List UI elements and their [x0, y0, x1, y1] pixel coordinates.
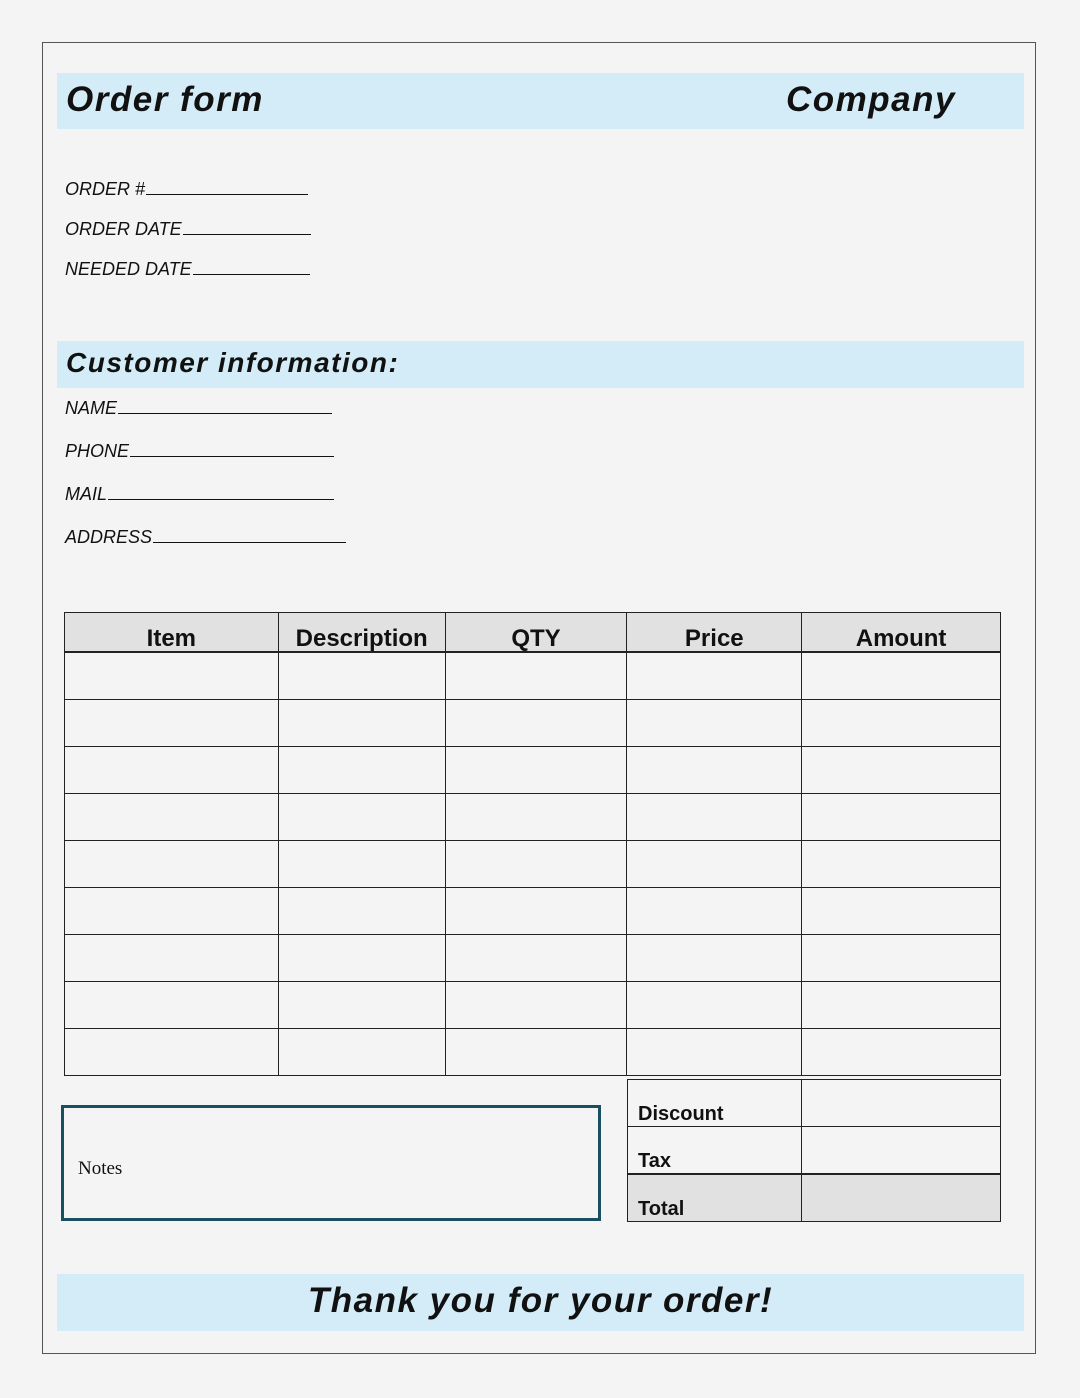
- discount-value-cell[interactable]: [802, 1080, 1001, 1127]
- form-title: Order form: [66, 80, 264, 119]
- mail-field[interactable]: [65, 484, 334, 505]
- cell-amount[interactable]: [802, 888, 1001, 935]
- discount-label: Discount: [628, 1080, 802, 1127]
- order-number-field[interactable]: [65, 179, 308, 200]
- cell-item[interactable]: [65, 1029, 279, 1076]
- cell-amount[interactable]: [802, 794, 1001, 841]
- table-row: [65, 982, 1001, 1029]
- cell-amount[interactable]: [802, 747, 1001, 794]
- cell-item[interactable]: [65, 982, 279, 1029]
- column-header-qty: QTY: [445, 613, 627, 653]
- address-line: [153, 541, 346, 543]
- table-row: [65, 652, 1001, 700]
- cell-price[interactable]: [627, 841, 802, 888]
- cell-amount[interactable]: [802, 700, 1001, 747]
- table-header-row: [65, 613, 1001, 653]
- column-header-price: Price: [627, 613, 802, 653]
- order-items-table: [64, 612, 1001, 1076]
- phone-label: PHONE: [65, 441, 130, 461]
- mail-label: MAIL: [65, 484, 108, 504]
- order-date-label: ORDER DATE: [65, 219, 182, 239]
- cell-qty[interactable]: [445, 841, 627, 888]
- column-header-item: Item: [65, 613, 279, 653]
- title-band: [57, 73, 1024, 129]
- cell-description[interactable]: [278, 1029, 445, 1076]
- notes-box[interactable]: [61, 1105, 601, 1221]
- discount-row: [628, 1080, 1001, 1127]
- totals-table: [627, 1079, 1001, 1222]
- table-row: [65, 888, 1001, 935]
- table-row: [65, 841, 1001, 888]
- tax-row: [628, 1127, 1001, 1175]
- cell-amount[interactable]: [802, 841, 1001, 888]
- cell-qty[interactable]: [445, 935, 627, 982]
- cell-description[interactable]: [278, 652, 445, 700]
- cell-price[interactable]: [627, 747, 802, 794]
- cell-qty[interactable]: [445, 982, 627, 1029]
- customer-info-band: [57, 341, 1024, 388]
- table-row: [65, 1029, 1001, 1076]
- tax-label: Tax: [628, 1127, 802, 1175]
- customer-info-title: Customer information:: [66, 347, 400, 378]
- needed-date-field[interactable]: [65, 259, 310, 280]
- phone-field[interactable]: [65, 441, 334, 462]
- cell-qty[interactable]: [445, 794, 627, 841]
- cell-amount[interactable]: [802, 1029, 1001, 1076]
- table-row: [65, 794, 1001, 841]
- cell-description[interactable]: [278, 888, 445, 935]
- cell-item[interactable]: [65, 700, 279, 747]
- cell-item[interactable]: [65, 841, 279, 888]
- cell-qty[interactable]: [445, 888, 627, 935]
- cell-price[interactable]: [627, 1029, 802, 1076]
- cell-qty[interactable]: [445, 700, 627, 747]
- cell-price[interactable]: [627, 982, 802, 1029]
- cell-qty[interactable]: [445, 1029, 627, 1076]
- total-label: Total: [628, 1174, 802, 1222]
- order-number-line: [146, 193, 308, 195]
- phone-line: [130, 455, 334, 457]
- cell-description[interactable]: [278, 841, 445, 888]
- order-number-label: ORDER #: [65, 179, 146, 199]
- column-header-amount: Amount: [802, 613, 1001, 653]
- cell-description[interactable]: [278, 982, 445, 1029]
- name-label: NAME: [65, 398, 118, 418]
- name-line: [118, 412, 332, 414]
- order-date-field[interactable]: [65, 219, 311, 240]
- cell-price[interactable]: [627, 888, 802, 935]
- thank-you-message: Thank you for your order!: [307, 1281, 774, 1320]
- cell-item[interactable]: [65, 652, 279, 700]
- cell-price[interactable]: [627, 935, 802, 982]
- cell-item[interactable]: [65, 747, 279, 794]
- cell-qty[interactable]: [445, 747, 627, 794]
- total-value-cell[interactable]: [802, 1174, 1001, 1222]
- cell-price[interactable]: [627, 700, 802, 747]
- cell-item[interactable]: [65, 935, 279, 982]
- address-field[interactable]: [65, 527, 346, 548]
- column-header-description: Description: [278, 613, 445, 653]
- needed-date-label: NEEDED DATE: [65, 259, 192, 279]
- name-field[interactable]: [65, 398, 332, 419]
- table-row: [65, 747, 1001, 794]
- table-row: [65, 935, 1001, 982]
- tax-value-cell[interactable]: [802, 1127, 1001, 1175]
- cell-amount[interactable]: [802, 982, 1001, 1029]
- total-row: [628, 1174, 1001, 1222]
- cell-price[interactable]: [627, 652, 802, 700]
- cell-amount[interactable]: [802, 652, 1001, 700]
- cell-amount[interactable]: [802, 935, 1001, 982]
- table-row: [65, 700, 1001, 747]
- needed-date-line: [193, 273, 310, 275]
- cell-description[interactable]: [278, 935, 445, 982]
- mail-line: [108, 498, 334, 500]
- order-form-page: [42, 42, 1036, 1354]
- address-label: ADDRESS: [65, 527, 153, 547]
- cell-price[interactable]: [627, 794, 802, 841]
- order-date-line: [183, 233, 311, 235]
- cell-item[interactable]: [65, 794, 279, 841]
- company-name: Company: [786, 80, 956, 119]
- cell-item[interactable]: [65, 888, 279, 935]
- cell-qty[interactable]: [445, 652, 627, 700]
- cell-description[interactable]: [278, 794, 445, 841]
- cell-description[interactable]: [278, 700, 445, 747]
- notes-label: Notes: [78, 1158, 123, 1179]
- thank-you-band: [57, 1274, 1024, 1331]
- cell-description[interactable]: [278, 747, 445, 794]
